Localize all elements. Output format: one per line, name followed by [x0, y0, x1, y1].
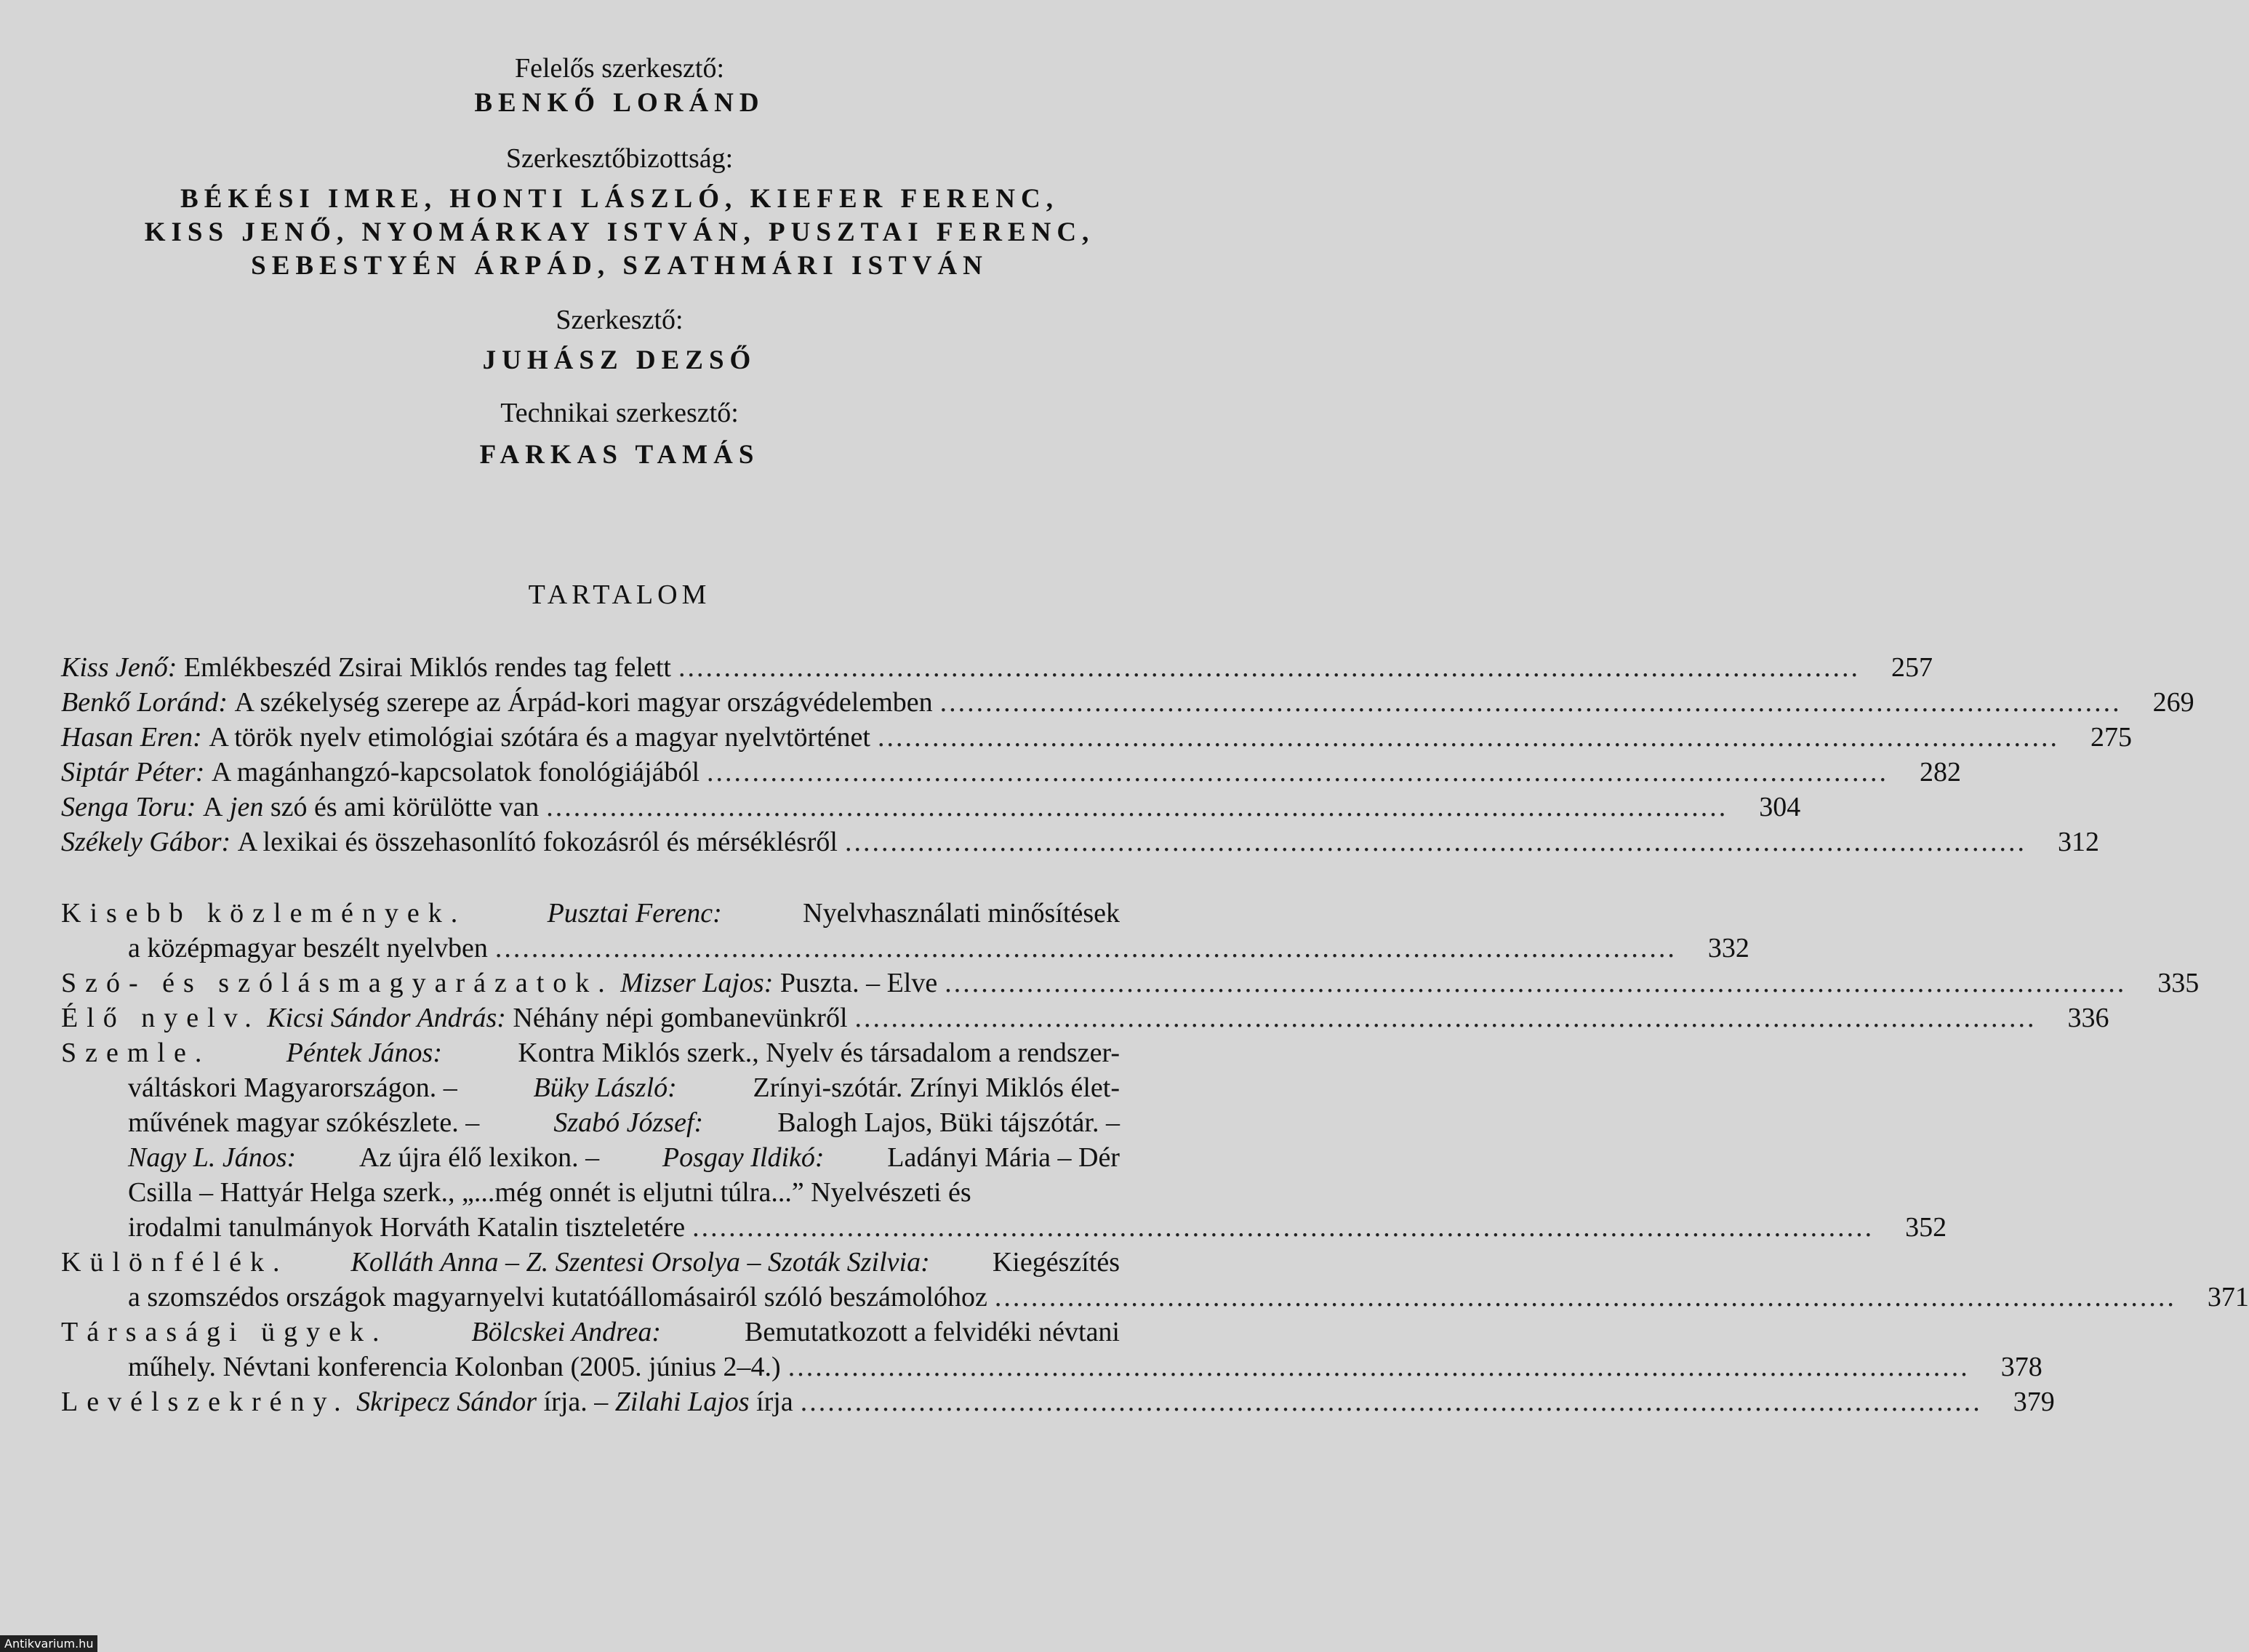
toc-entry — [128, 1280, 2249, 1315]
toc-author: Szabó József: — [553, 1107, 704, 1138]
toc-title-text: Kiegészítés — [992, 1247, 1120, 1278]
section-tarsasagi-line-1 — [61, 1315, 1120, 1350]
toc-page: 335 — [2157, 968, 2200, 998]
toc-title-text: A lexikai és összehasonlító fokozásról és mérséklésről — [237, 827, 838, 857]
responsible-editor-label: Felelős szerkesztő: — [514, 53, 725, 84]
toc-page: 332 — [1707, 933, 1749, 963]
toc-page: 379 — [2013, 1387, 2055, 1417]
toc-title-text: Puszta. – Elve — [779, 968, 938, 998]
section-heading: Különfélék. — [61, 1247, 289, 1278]
toc-page: 257 — [1891, 652, 1933, 683]
section-heading: Élő nyelv. — [61, 1003, 260, 1033]
toc-page: 304 — [1759, 792, 1801, 822]
toc-author: Büky László: — [533, 1072, 677, 1103]
toc-title-italic: jen — [229, 792, 264, 822]
toc-title-text: Zrínyi-szótár. Zrínyi Miklós élet- — [753, 1072, 1120, 1103]
toc-title: TARTALOM — [528, 580, 711, 610]
toc-title-text: írja. – — [543, 1387, 609, 1417]
section-heading: Kisebb közlemények. — [61, 898, 467, 929]
section-heading: Társasági ügyek. — [61, 1317, 388, 1347]
toc-author: Székely Gábor: — [61, 827, 231, 857]
toc-title-text: írja — [756, 1387, 793, 1417]
section-kulonfelek-line-1 — [61, 1245, 1120, 1280]
toc-entry — [61, 650, 1933, 685]
toc-title-text: Bemutatkozott a felvidéki névtani — [744, 1317, 1120, 1347]
toc-title-text: Balogh Lajos, Büki tájszótár. – — [777, 1107, 1120, 1138]
toc-page: 371 — [2207, 1282, 2249, 1312]
leader-dots: .................................................................................................................................. — [877, 722, 2059, 753]
toc-page: 275 — [2090, 722, 2132, 753]
section-szemle-line-2 — [128, 1070, 1120, 1105]
leader-dots: .................................................................................................................................. — [787, 1352, 1970, 1382]
toc-entry — [61, 755, 1962, 790]
leader-dots: .................................................................................................................................. — [994, 1282, 2176, 1312]
toc-author: Zilahi Lajos — [614, 1387, 750, 1417]
leader-dots: .................................................................................................................................. — [707, 757, 1889, 787]
toc-author: Pusztai Ferenc: — [547, 898, 722, 929]
toc-title-text: váltáskori Magyarországon. – — [128, 1072, 457, 1103]
toc-author: Kicsi Sándor András: — [267, 1003, 506, 1033]
watermark: Antikvarium.hu — [0, 1635, 97, 1652]
toc-page: 378 — [2000, 1352, 2042, 1382]
toc-page: 312 — [2057, 827, 2099, 857]
toc-title-text: A magánhangzó-kapcsolatok fonológiájából — [211, 757, 700, 787]
toc-entry — [61, 1001, 2109, 1035]
toc-entry — [128, 931, 1749, 966]
toc-author: Benkő Loránd: — [61, 687, 228, 718]
leader-dots: .................................................................................................................................. — [546, 792, 1728, 822]
editorial-board-line-3: SEBESTYÉN ÁRPÁD, SZATHMÁRI ISTVÁN — [251, 251, 988, 281]
toc-title-text: Csilla – Hattyár Helga szerk., „...még onnét is eljutni túlra...” Nyelvészeti és — [128, 1177, 971, 1208]
toc-author: Senga Toru: — [61, 792, 196, 822]
toc-title-text: Kontra Miklós szerk., Nyelv és társadalom a rendszer- — [518, 1038, 1120, 1068]
toc-entry — [61, 685, 2194, 720]
toc-title-text: műhely. Névtani konferencia Kolonban (2005. június 2–4.) — [128, 1352, 781, 1382]
toc-author: Skripecz Sándor — [356, 1387, 537, 1417]
leader-dots: .................................................................................................................................. — [945, 968, 2127, 998]
toc-entry — [61, 966, 2200, 1001]
section-szemle-line-3 — [128, 1105, 1120, 1140]
toc-title-text: Emlékbeszéd Zsirai Miklós rendes tag felett — [183, 652, 671, 683]
section-heading: Szemle. — [61, 1038, 211, 1068]
section-heading: Levélszekrény. — [61, 1387, 350, 1417]
toc-entry — [128, 1350, 2042, 1384]
toc-title-pre: A — [202, 792, 223, 822]
leader-dots: .................................................................................................................................. — [800, 1387, 1982, 1417]
section-kisebb-line-1 — [61, 896, 1120, 931]
section-szemle-line-4 — [128, 1140, 1120, 1175]
leader-dots: .................................................................................................................................. — [494, 933, 1677, 963]
toc-entry — [61, 825, 2099, 859]
editor-name: JUHÁSZ DEZSŐ — [482, 345, 757, 375]
toc-title-text: A székelység szerepe az Árpád-kori magyar országvédelemben — [234, 687, 933, 718]
editorial-board-line-1: BÉKÉSI IMRE, HONTI LÁSZLÓ, KIEFER FERENC, — [180, 184, 1059, 214]
editorial-board-label: Szerkesztőbizottság: — [505, 143, 734, 174]
toc-entry — [61, 720, 2132, 755]
responsible-editor-name: BENKŐ LORÁND — [474, 88, 765, 118]
leader-dots: .................................................................................................................................. — [854, 1003, 2037, 1033]
toc-author: Péntek János: — [286, 1038, 442, 1068]
toc-author: Siptár Péter: — [61, 757, 205, 787]
tech-editor-name: FARKAS TAMÁS — [479, 440, 760, 470]
tech-editor-label: Technikai szerkesztő: — [500, 398, 739, 428]
toc-page: 352 — [1905, 1212, 1947, 1243]
leader-dots: .................................................................................................................................. — [844, 827, 2026, 857]
toc-title-text: irodalmi tanulmányok Horváth Katalin tiszteletére — [128, 1212, 686, 1243]
toc-page: 282 — [1920, 757, 1962, 787]
toc-title-text: Ladányi Mária – Dér — [887, 1142, 1120, 1173]
toc-title-text: a középmagyar beszélt nyelvben — [128, 933, 488, 963]
toc-entry — [61, 1384, 2055, 1419]
toc-title-text: Néhány népi gombanevünkről — [513, 1003, 848, 1033]
toc-entry — [61, 790, 1801, 825]
toc-title-post: szó és ami körülötte van — [270, 792, 540, 822]
toc-title-text: művének magyar szókészlete. – — [128, 1107, 480, 1138]
section-szemle-line-1 — [61, 1035, 1120, 1070]
toc-page: 336 — [2067, 1003, 2109, 1033]
toc-title-text: Az újra élő lexikon. – — [358, 1142, 600, 1173]
toc-author: Kolláth Anna – Z. Szentesi Orsolya – Szoták Szilvia: — [350, 1247, 930, 1278]
editor-label: Szerkesztő: — [556, 305, 683, 335]
toc-author: Nagy L. János: — [128, 1142, 297, 1173]
toc-title-text: A török nyelv etimológiai szótára és a magyar nyelvtörténet — [209, 722, 870, 753]
toc-author: Hasan Eren: — [61, 722, 202, 753]
toc-author: Bölcskei Andrea: — [471, 1317, 662, 1347]
leader-dots: .................................................................................................................................. — [678, 652, 1860, 683]
toc-title-text: a szomszédos országok magyarnyelvi kutatóállomásairól szóló beszámolóhoz — [128, 1282, 987, 1312]
editorial-board-line-2: KISS JENŐ, NYOMÁRKAY ISTVÁN, PUSZTAI FERENC, — [144, 217, 1095, 247]
leader-dots: .................................................................................................................................. — [692, 1212, 1875, 1243]
toc-page: 269 — [2152, 687, 2194, 718]
toc-author: Kiss Jenő: — [61, 652, 177, 683]
section-heading: Szó- és szólásmagyarázatok. — [61, 968, 614, 998]
toc-author: Mizser Lajos: — [620, 968, 774, 998]
leader-dots: .................................................................................................................................. — [939, 687, 2122, 718]
toc-title-text: Nyelvhasználati minősítések — [803, 898, 1120, 929]
toc-entry — [128, 1210, 1947, 1245]
toc-author: Posgay Ildikó: — [662, 1142, 825, 1173]
